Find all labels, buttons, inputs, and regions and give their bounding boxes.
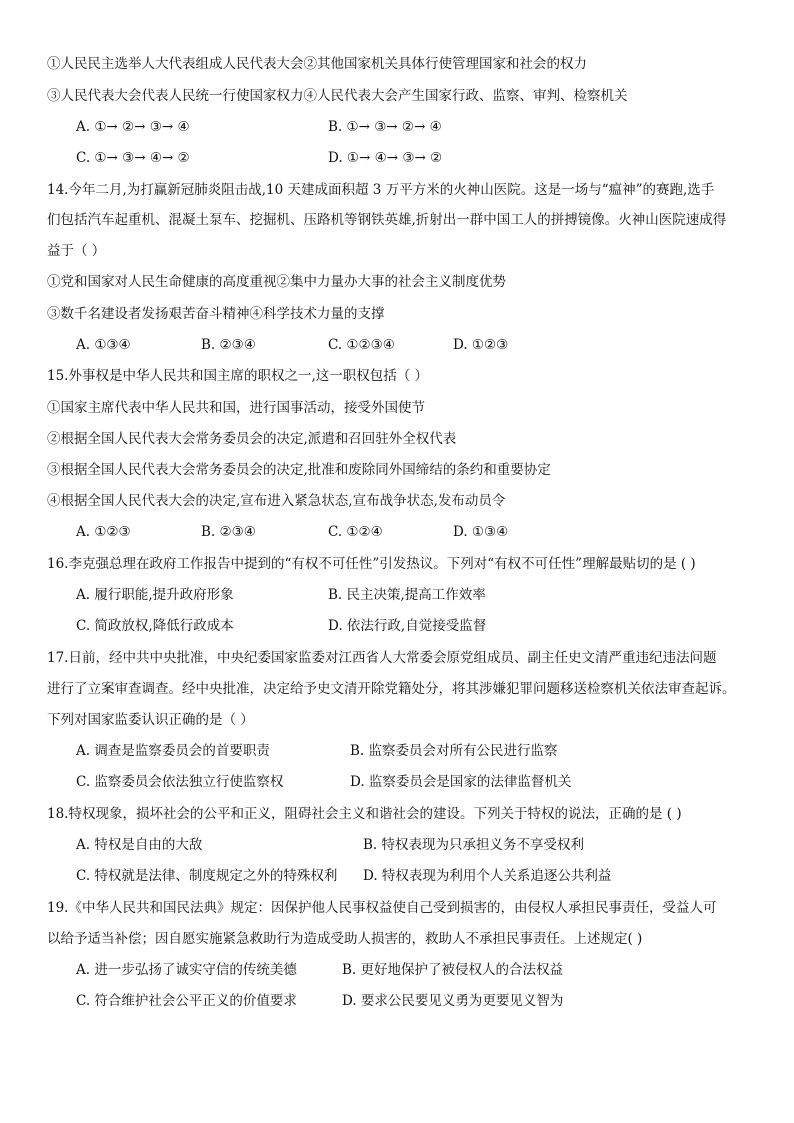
q14-stem-line-1: 14.今年二月,为打赢新冠肺炎阻击战,10 天建成面积超 3 万平方米的火神山医院。这是一场与“瘟神”的赛跑,选手 [47,182,715,198]
q16-option-a: A. 履行职能,提升政府形象 [76,587,234,603]
q15-statement-4: ④根据全国人民代表大会的决定,宣布进入紧急状态,宣布战争状态,发布动员令 [47,493,506,509]
q14-stem-line-2: 们包括汽车起重机、混凝土泵车、挖掘机、压路机等钢铁英雄,折射出一群中国工人的拼搏镜像。火神山医院速成得 [47,212,727,228]
q15-option-c: C. ①②④ [328,524,383,540]
q14-option-c: C. ①②③④ [328,337,395,353]
q14-option-b: B. ②③④ [201,337,256,353]
q15-option-d: D. ①③④ [453,524,509,540]
q17-stem-line-3: 下列对国家监委认识正确的是（ ） [47,712,254,728]
q16-option-d: D. 依法行政,自觉接受监督 [328,618,487,634]
q15-statement-3: ③根据全国人民代表大会常务委员会的决定,批准和废除同外国缔结的条约和重要协定 [47,462,551,478]
q18-option-c: C. 特权就是法律、制度规定之外的特殊权利 [76,868,338,884]
q15-stem: 15.外事权是中华人民共和国主席的职权之一,这一职权包括（ ） [47,368,429,384]
q18-stem: 18.特权现象，损坏社会的公平和正义，阻碍社会主义和谐社会的建设。下列关于特权的说法，正确的是 ( ) [47,806,682,822]
q16-stem: 16.李克强总理在政府工作报告中提到的“有权不可任性”引发热议。下列对“有权不可任性”理解最贴切的是 ( ) [47,556,696,572]
q15-option-b: B. ②③④ [201,524,256,540]
q16-option-c: C. 简政放权,降低行政成本 [76,618,234,634]
q13-option-a: A. ①→ ②→ ③→ ④ [76,119,190,135]
q18-option-a: A. 特权是自由的大敌 [76,837,203,853]
q13-option-d: D. ①→ ④→ ③→ ② [328,150,443,166]
q14-statement-1: ①党和国家对人民生命健康的高度重视②集中力量办大事的社会主义制度优势 [47,274,506,290]
q17-stem-line-1: 17.日前，经中共中央批准，中央纪委国家监委对江西省人大常委会原党组成员、副主任史文清严重违纪违法问题 [47,650,717,666]
q18-option-d: D. 特权表现为利用个人关系追逐公共利益 [363,868,612,884]
q17-stem-line-2: 进行了立案审查调查。经中央批准，决定给予史文清开除党籍处分，将其涉嫌犯罪问题移送检察机关依法审查起诉。 [47,681,736,697]
q15-option-a: A. ①②③ [76,524,131,540]
q19-option-d: D. 要求公民要见义勇为更要见义智为 [342,993,564,1009]
q19-stem-line-1: 19.《中华人民共和国民法典》规定：因保护他人民事权益使自己受到损害的，由侵权人承担民事责任，受益人可 [47,900,717,916]
q17-option-c: C. 监察委员会依法独立行使监察权 [76,774,284,790]
q16-option-b: B. 民主决策,提高工作效率 [328,587,486,603]
q13-statement-1: ①人民民主选举人大代表组成人民代表大会②其他国家机关具体行使管理国家和社会的权力 [47,56,587,72]
q17-option-a: A. 调查是监察委员会的首要职责 [76,743,270,759]
q18-option-b: B. 特权表现为只承担义务不享受权利 [363,837,585,853]
q13-option-b: B. ①→ ③→ ②→ ④ [328,119,442,135]
q13-option-c: C. ①→ ③→ ④→ ② [76,150,190,166]
q14-option-d: D. ①②③ [453,337,509,353]
q19-stem-line-2: 以给予适当补偿；因自愿实施紧急救助行为造成受助人损害的，救助人不承担民事责任。上述规定( ) [47,931,643,947]
q19-option-c: C. 符合维护社会公平正义的价值要求 [76,993,297,1009]
q17-option-d: D. 监察委员会是国家的法律监督机关 [350,774,572,790]
q17-option-b: B. 监察委员会对所有公民进行监察 [350,743,558,759]
q14-statement-2: ③数千名建设者发扬艰苦奋斗精神④科学技术力量的支撑 [47,306,385,322]
q19-option-b: B. 更好地保护了被侵权人的合法权益 [342,962,564,978]
q14-option-a: A. ①③④ [76,337,131,353]
q15-statement-1: ①国家主席代表中华人民共和国，进行国事活动，接受外国使节 [47,400,425,416]
q13-statement-2: ③人民代表大会代表人民统一行使国家权力④人民代表大会产生国家行政、监察、审判、检察机关 [47,88,628,104]
q14-stem-line-3: 益于（ ） [47,243,106,259]
q15-statement-2: ②根据全国人民代表大会常务委员会的决定,派遣和召回驻外全权代表 [47,431,457,447]
q19-option-a: A. 进一步弘扬了诚实守信的传统美德 [76,962,297,978]
